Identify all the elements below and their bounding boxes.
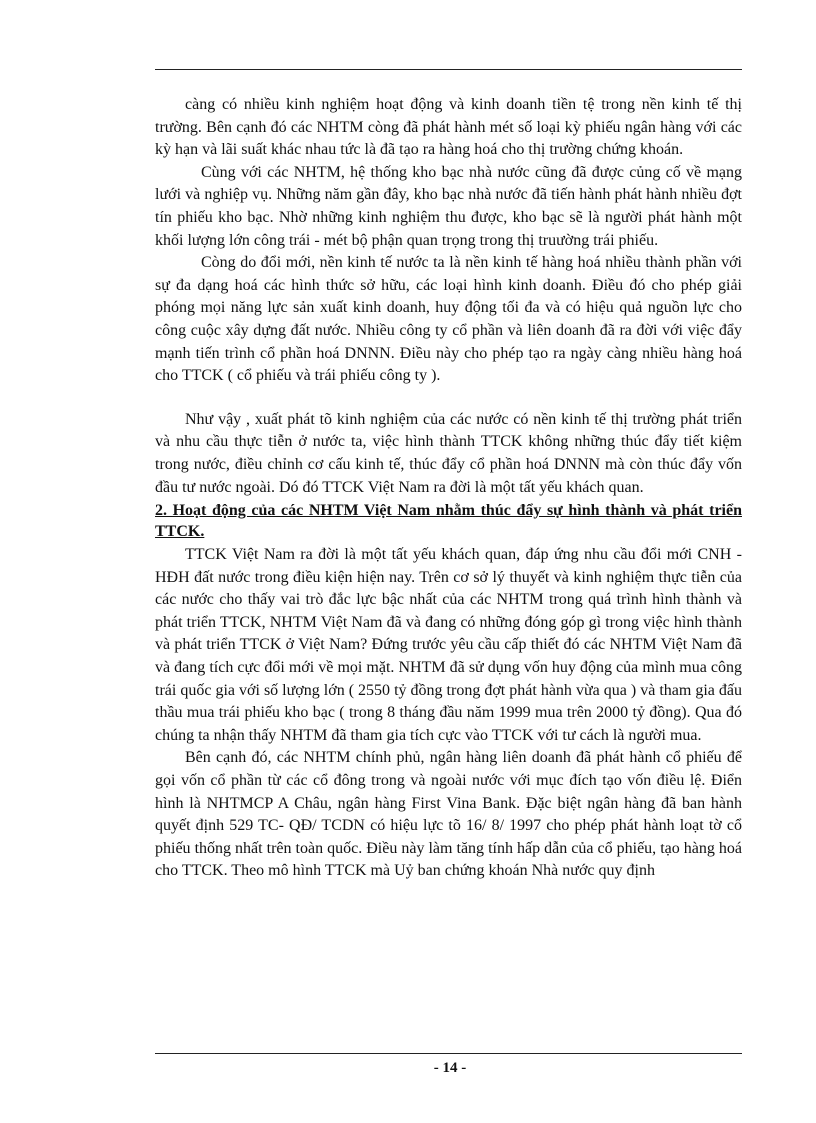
page-number: - 14 - — [433, 1060, 467, 1076]
page-body — [155, 94, 742, 883]
footer-rule — [155, 1053, 742, 1054]
section-heading: 2. Hoạt động của các NHTM Việt Nam nhằm thúc đẩy sự hình thành và phát triển TTCK. — [155, 502, 742, 541]
paragraph-6: Bên cạnh đó, các NHTM chính phủ, ngân hàng liên doanh đã phát hành cổ phiếu để gọi vốn cổ phần từ các cổ đông trong và ngoài nước với mục đích tạo vốn điều lệ. Điển hình là NHTMCP A Châu, ngân hàng First Vina Bank. Đặc biệt ngân hàng đã ban hành quyết định 529 TC- QĐ/ TCDN có hiệu lực tõ 16/ 8/ 1997 cho phép phát hành loạt tờ cổ phiếu thống nhất trên toàn quốc. Điều này làm tăng tính hấp dẫn của cổ phiếu, tạo hàng hoá cho TTCK. Theo mô hình TTCK mà Uỷ ban chứng khoán Nhà nước quy định — [155, 749, 742, 880]
paragraph-4: Như vậy , xuất phát tõ kinh nghiệm của các nước có nền kinh tế thị trường phát triển và nhu cầu thực tiễn ở nước ta, việc hình thành TTCK không những thúc đẩy tiết kiệm trong nước, điều chỉnh cơ cấu kinh tế, thúc đẩy cổ phần hoá DNNN mà còn thúc đẩy vốn đầu tư nước ngoài. Dó đó TTCK Việt Nam ra đời là một tất yếu khách quan. — [155, 410, 742, 496]
paragraph-1: càng có nhiều kinh nghiệm hoạt động và kinh doanh tiền tệ trong nền kinh tế thị trường. Bên cạnh đó các NHTM còng đã phát hành mét số loại kỳ phiếu ngân hàng với các kỳ hạn và lãi suất khác nhau tức là đã tạo ra hàng hoá cho thị trường chứng khoán. — [155, 96, 742, 159]
paragraph-5: TTCK Việt Nam ra đời là một tất yếu khách quan, đáp ứng nhu cầu đổi mới CNH - HĐH đất nước trong điều kiện hiện nay. Trên cơ sở lý thuyết và kinh nghiệm thực tiễn của các nước cho thấy vai trò đắc lực bậc nhất của các NHTM trong quá trình hình thành và phát triển TTCK, NHTM Việt Nam đã và đang có những đóng góp gì trong việc hình thành và phát triển TTCK ở Việt Nam? Đứng trước yêu cầu cấp thiết đó các NHTM Việt Nam đã và đang tích cực đổi mới về mọi mặt. NHTM đã sử dụng vốn huy động của mình mua công trái quốc gia với số lượng lớn ( 2550 tỷ đồng trong đợt phát hành vừa qua ) và tham gia đấu thầu mua trái phiếu kho bạc ( trong 8 tháng đầu năm 1999 mua trên 2000 tỷ đồng). Qua đó chúng ta nhận thấy NHTM đã tham gia tích cực vào TTCK với tư cách là người mua. — [155, 546, 742, 744]
header-rule — [155, 69, 742, 70]
paragraph-3: Còng do đổi mới, nền kinh tế nước ta là nền kinh tế hàng hoá nhiều thành phần với sự đa dạng hoá các hình thức sở hữu, các loại hình kinh doanh. Điều đó cho phép giải phóng mọi năng lực sản xuất kinh doanh, huy động tối đa và có hiệu quả nguồn lực cho công cuộc xây dựng đất nước. Nhiều công ty cổ phần và liên doanh đã ra đời với việc đẩy mạnh tiến trình cổ phần hoá DNNN. Điều này cho phép tạo ra ngày càng nhiều hàng hoá cho TTCK ( cổ phiếu và trái phiếu công ty ). — [155, 254, 742, 385]
paragraph-2: Cùng với các NHTM, hệ thống kho bạc nhà nước cũng đã được củng cố về mạng lưới và nghiệp vụ. Những năm gần đây, kho bạc nhà nước đã tiến hành phát hành nhiều đợt tín phiếu kho bạc. Nhờ những kinh nghiệm thu được, kho bạc sẽ là người phát hành một khối lượng lớn công trái - mét bộ phận quan trọng trong thị truường trái phiếu. — [155, 163, 742, 249]
